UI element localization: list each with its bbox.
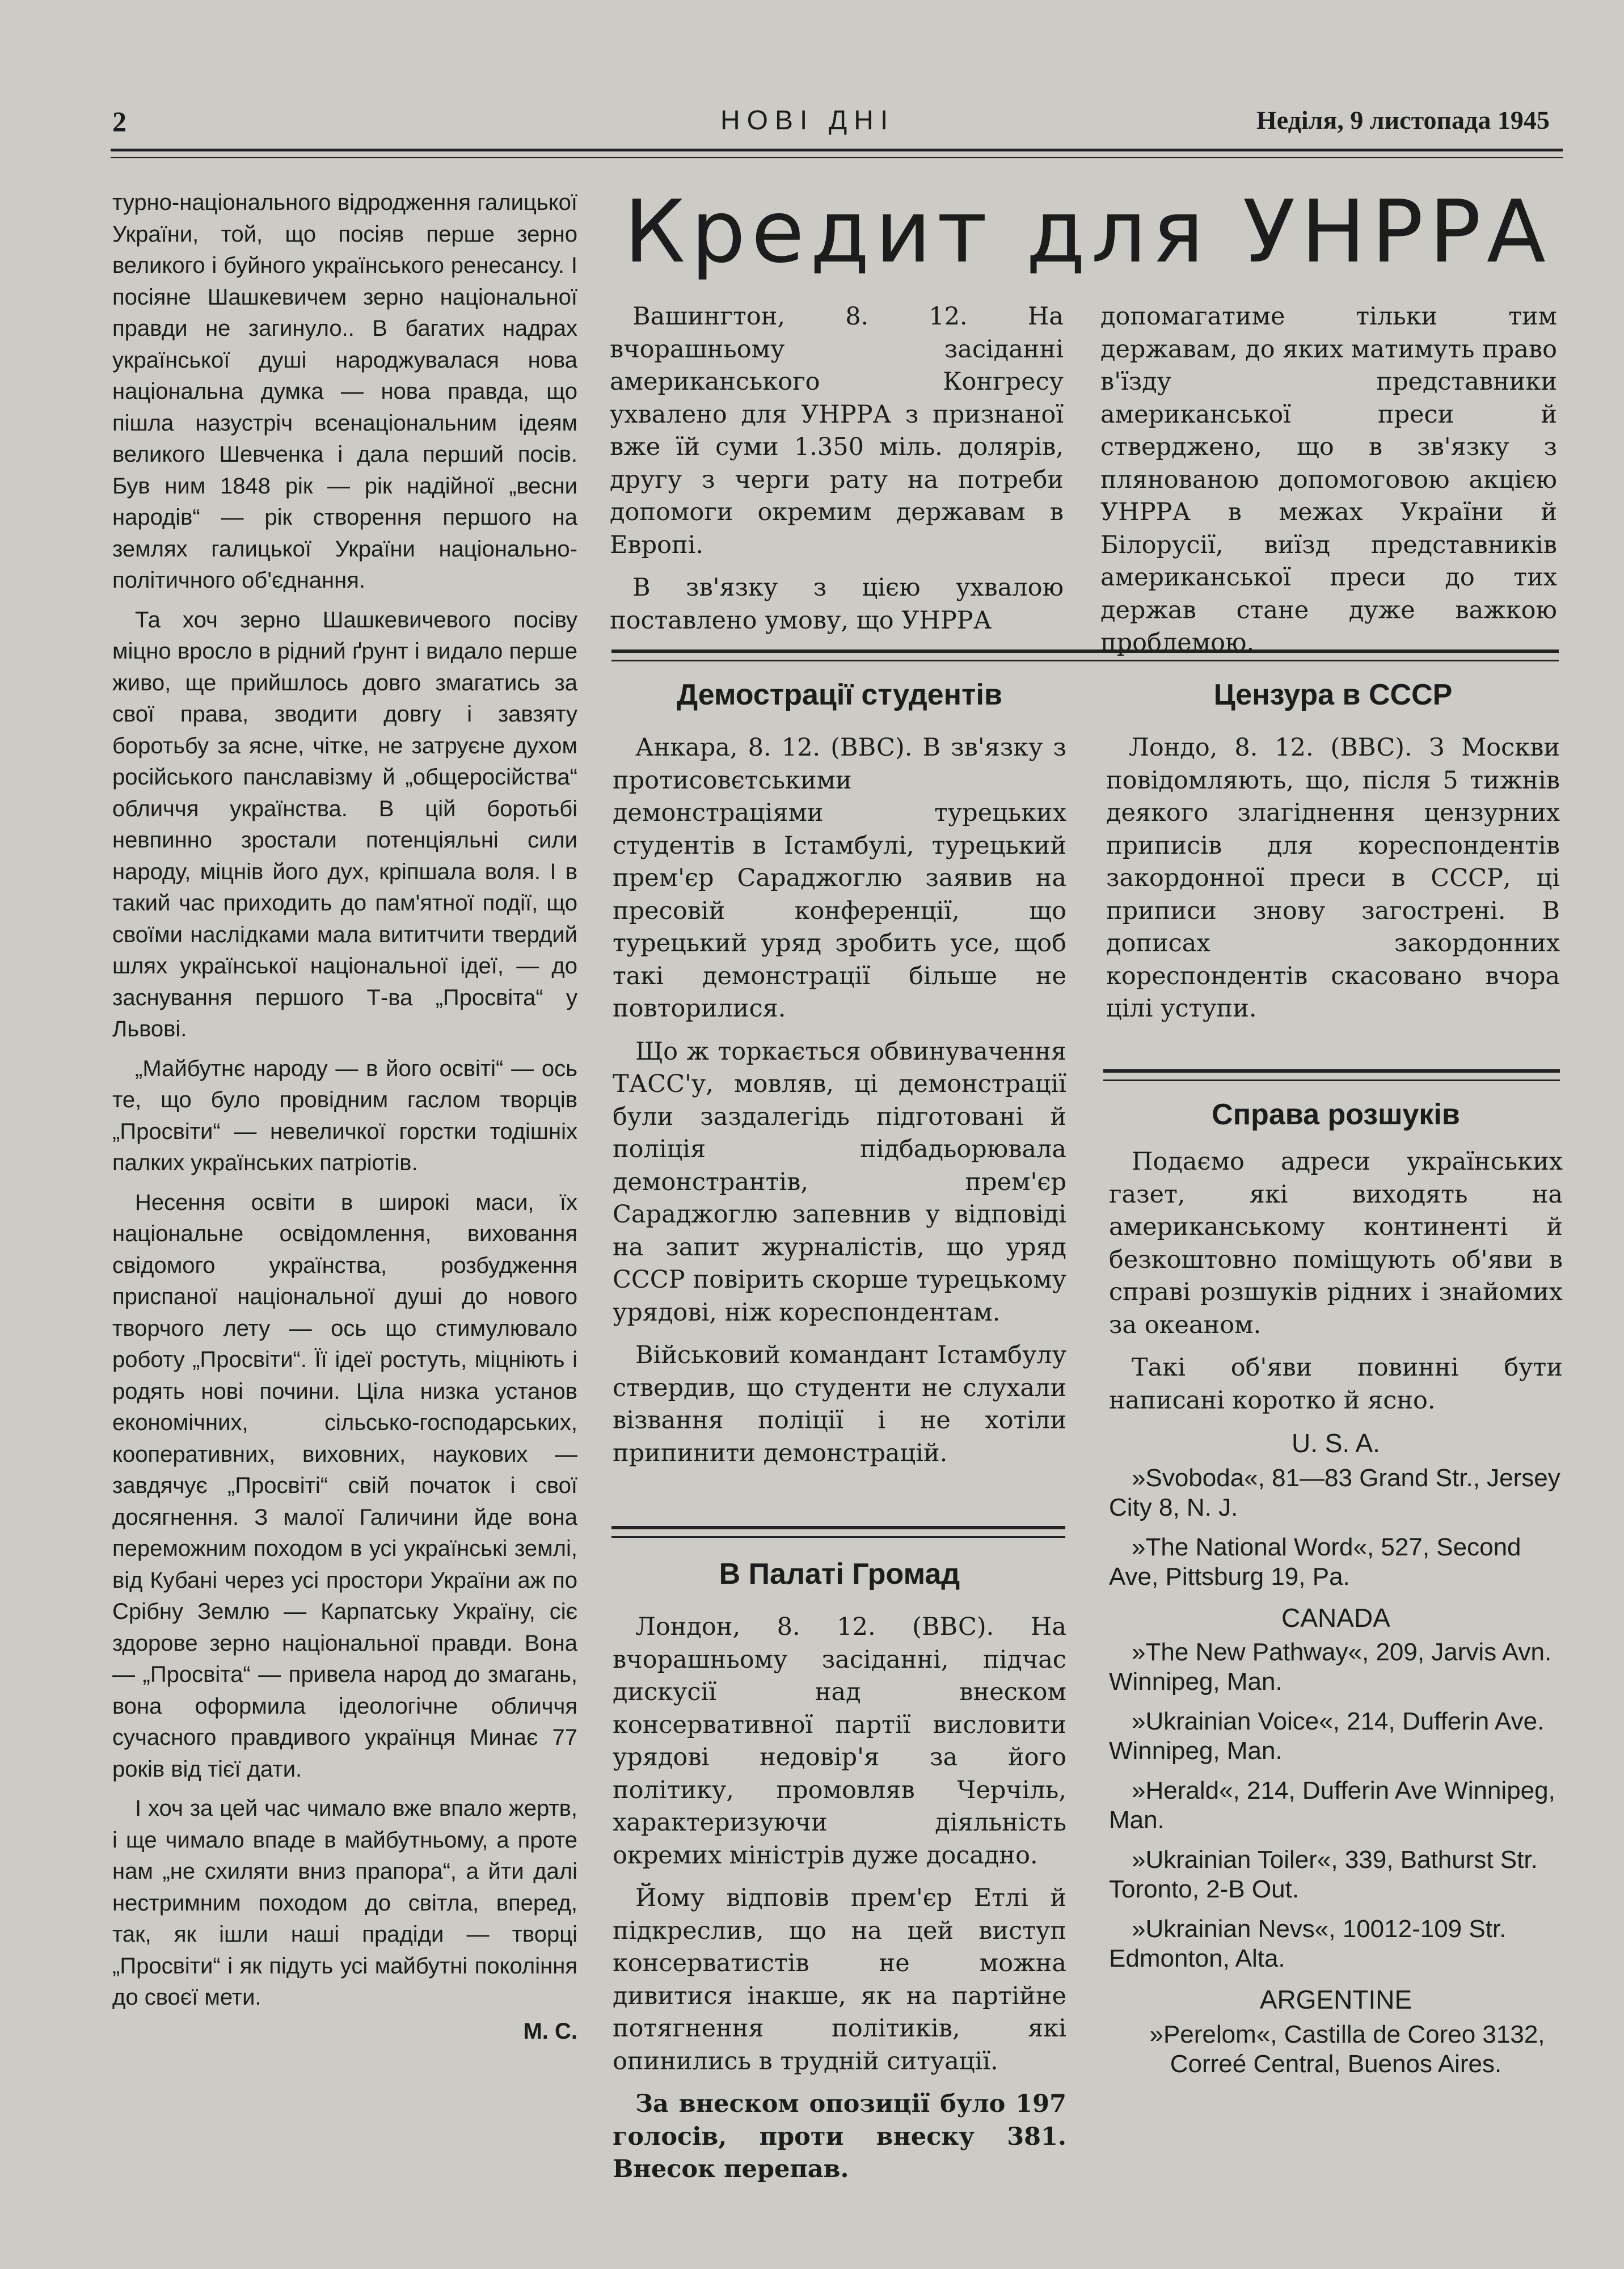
newspaper-address: »The National Word«, 527, Second Ave, Pittsburg 19, Pa.	[1109, 1533, 1521, 1591]
article-paragraph: Військовий командант Істамбулу ствердив, що студенти не слухали візвання поліції і не хотіли припинити демонстрацій.	[613, 1341, 1066, 1467]
article-paragraph: Несення освіти в широкі маси, їх національне освідомлення, виховання свідомого українства, розбудження приспаної національної душі до нового творчого лету — ось що стимулювало роботу „Просвіти“. Її ідеї ростуть, міцніють і родять нові почини. Ціла низка установ економічних, сільсько-господарських, кооперативних, виховних, наукових — завдячує „Просвіті“ свій початок і свої досягнення. З малої Галичини йде вона переможним походом в усі українські землі, від Кубані через усі простори України аж по Срібну Землю — Карпатську Україну, сіє здорове зерно національної правди. Вона — „Просвіта“ — привела народ до змагань, вона оформила ідеологічне обличчя сучасного правдивого українця Минає 77 років від тієї дати.	[112, 1190, 577, 1782]
country-label-argentine: ARGENTINE	[1259, 1985, 1412, 2014]
article-paragraph: Подаємо адреси українських газет, які виходять на американському континенті й безкоштовно поміщують об'яви в справі розшуків рідних і знайомих за океаном.	[1109, 1148, 1563, 1339]
search-article	[1109, 1146, 1563, 2089]
newspaper-address: »Herald«, 214, Dufferin Ave Winnipeg, Man.	[1109, 1777, 1555, 1834]
search-heading: Справа розшуків	[1212, 1098, 1460, 1131]
country-label-usa: U. S. A.	[1292, 1428, 1380, 1458]
country-label-canada: CANADA	[1281, 1602, 1390, 1633]
article-paragraph: Анкара, 8. 12. (BBC). В зв'язку з протисовєтськими демонстраціями турецьких студентів в Істамбулі, турецький прем'єр Сараджоглю заявив на пресовій конференції, що турецький уряд зробить усе, щоб такі демонстрації більше не повторилися.	[613, 733, 1066, 1023]
article-paragraph: Йому відповів прем'єр Етлі й підкреслив, що на цей виступ консерватистів не можна дивитися інакше, як на партійне потягнення політиків, які опинились в трудній ситуації.	[613, 1884, 1066, 2076]
censorship-heading: Цензура в СССР	[1213, 678, 1453, 711]
unrra-article-left	[610, 301, 1064, 647]
article-paragraph: Лондон, 8. 12. (BBC). На вчорашньому засіданні, підчас дискусії над внеском консервативної партії висловити урядові недовір'я за його політику, промовляв Черчіль, характеризуючи діяльність окремих міністрів дуже досадно.	[613, 1613, 1066, 1870]
unrra-headline: Кредит для УНРРА	[624, 182, 1551, 282]
article-paragraph: допомагатиме тільки тим державам, до яких матимуть право в'їзду представники американської преси й стверджено, що в зв'язку з плянованою допомоговою акцією УНРРА в межах України й Білорусії, виїзд представників американської преси до тих держав стане дуже важкою проблемою.	[1100, 302, 1557, 657]
article-paragraph: „Майбутнє народу — в його освіті“ — ось те, що було провідним гаслом творців „Просвіти“ — невеличкої горстки тодішніх палких українських патріотів.	[112, 1056, 577, 1175]
students-article	[613, 732, 1066, 1480]
article-paragraph: Такі об'яви повинні бути написані коротко й ясно.	[1109, 1353, 1563, 1415]
newspaper-address: »Ukrainian Nevs«, 10012-109 Str. Edmonton, Alta.	[1109, 1915, 1507, 1972]
newspaper-title: НОВІ ДНІ	[720, 106, 895, 136]
article-signature: М. С.	[523, 2018, 577, 2044]
article-paragraph: Та хоч зерно Шашкевичевого посіву міцно вросло в рідний ґрунт і видало перше живо, ще прийшлось довго змагатись за свої права, зводити довгу і завзяту боротьбу за ясне, чітке, не затруєне духом російського панславізму й „общеросійства“ обличчя українства. В цій боротьбі невпинно зростали потенціяльні сили народу, міцнів його дух, кріпшала воля. І в такий час приходить до пам'ятної події, що своїми наслідками мала вититчити твердий шлях української національної ідеї, — до заснування першого Т-ва „Просвіта“ у Львові.	[112, 607, 577, 1041]
prosvita-article	[112, 187, 577, 2047]
issue-date: Неділя, 9 листопада 1945	[1256, 106, 1550, 134]
commons-heading: В Палаті Громад	[719, 1558, 960, 1591]
censorship-article	[1106, 732, 1560, 1036]
newspaper-address: »Svoboda«, 81—83 Grand Str., Jersey City 8, N. J.	[1109, 1464, 1560, 1521]
commons-article	[613, 1611, 1066, 2196]
newspaper-address: »Ukrainian Toiler«, 339, Bathurst Str. Toronto, 2-B Out.	[1109, 1846, 1538, 1903]
article-paragraph: В зв'язку з цією ухвалою поставлено умову, що УНРРА	[610, 573, 1064, 635]
article-paragraph: Лондо, 8. 12. (BBC). З Москви повідомляють, що, після 5 тижнів деякого злагіднення цензурних приписів для кореспондентів закордонної преси в СССР, ці приписи знову загострені. В дописах закордонних кореспондентів скасовано вчора цілі уступи.	[1106, 733, 1560, 1023]
unrra-article-right	[1100, 301, 1557, 670]
newspaper-address: »Ukrainian Voice«, 214, Dufferin Ave. Winnipeg, Man.	[1109, 1707, 1545, 1765]
page-number: 2	[112, 106, 126, 137]
section-divider	[1103, 1069, 1560, 1081]
article-paragraph: турно-національного відродження галицької України, той, що посіяв перше зерно великого і буйного українського ренесансу. І посіяне Шашкевичем зерно національної правди не загинуло.. В багатих надрах української душі народжувалася нова національна думка — нова правда, що пішла назустріч всенаціональним ідеям великого Шевченка і дала перший посів. Був ним 1848 рік — рік надійної „весни народів“ — рік створення першого на землях галицької України національно-політичного об'єднання.	[112, 190, 577, 593]
header-rule	[111, 149, 1563, 158]
article-paragraph: І хоч за цей час чимало вже впало жертв, і ще чимало впаде в майбутньому, а проте нам „не схиляти вниз прапора“, а йти далі нестримним походом до світла, вперед, так, як ішли наші прадіди — творці „Просвіти“ і як підуть усі майбутні покоління до своєї мети.	[112, 1796, 577, 2010]
newspaper-address: »The New Pathway«, 209, Jarvis Avn. Winnipeg, Man.	[1109, 1638, 1552, 1696]
newspaper-address: »Perelom«, Castilla de Coreo 3132, Correé Central, Buenos Aires.	[1149, 2020, 1545, 2078]
article-paragraph: Вашингтон, 8. 12. На вчорашньому засіданні американського Конгресу ухвалено для УНРРА з признаної вже їй суми 1.350 міль. долярів, другу з черги рату на потреби допомоги окремим державам в Европі.	[610, 302, 1064, 559]
article-paragraph: Що ж торкається обвинувачення ТАСС'у, мовляв, ці демонстрації були заздалегідь підготовані й поліція підбадьорювала демонстрантів, прем'єр Сараджоглю запевнив у відповіді на запит журналістів, що уряд СССР повірить скорше турецькому урядові, ніж кореспондентам.	[613, 1037, 1066, 1327]
students-heading: Демострації студентів	[677, 678, 1002, 711]
section-divider	[611, 650, 1559, 661]
section-divider	[611, 1526, 1065, 1538]
article-paragraph: За внеском опозиції було 197 голосів, проти внеску 381. Внесок перепав.	[613, 2090, 1066, 2183]
